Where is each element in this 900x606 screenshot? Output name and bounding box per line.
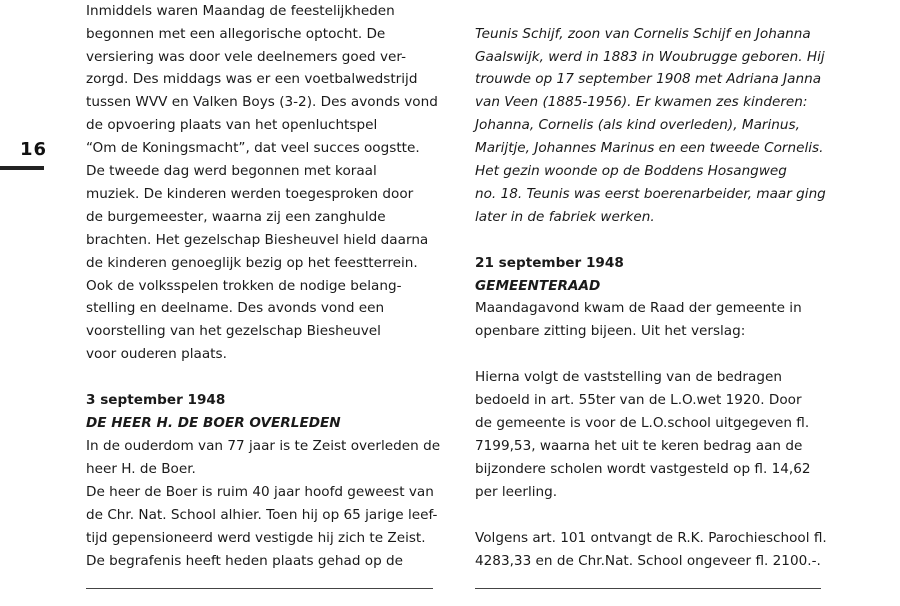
body-line: stelling en deelname. Des avonds vond een xyxy=(86,300,385,316)
page-marker-bar xyxy=(0,166,44,170)
body-line: de Chr. Nat. School alhier. Toen hij op 65 jarige leef- xyxy=(86,507,438,523)
body-line: tussen WVV en Valken Boys (3-2). Des avonds vond xyxy=(86,94,438,110)
biography-line: Het gezin woonde op de Boddens Hosangweg xyxy=(475,163,787,179)
body-line: Inmiddels waren Maandag de feestelijkheden xyxy=(86,3,395,19)
biography-line: Gaalswijk, werd in 1883 in Woubrugge geboren. Hij xyxy=(475,49,825,65)
body-line: de opvoering plaats van het openluchtspel xyxy=(86,117,378,133)
body-line: openbare zitting bijeen. Uit het verslag: xyxy=(475,323,746,339)
page-number: 16 xyxy=(20,139,48,160)
biography-line: Johanna, Cornelis (als kind overleden), Marinus, xyxy=(475,117,800,133)
article-heading: DE HEER H. DE BOER OVERLEDEN xyxy=(86,415,341,431)
body-line: muziek. De kinderen werden toegesproken door xyxy=(86,186,414,202)
body-line: In de ouderdom van 77 jaar is te Zeist overleden de xyxy=(86,438,441,454)
body-line: versiering was door vele deelnemers goed ver- xyxy=(86,49,407,65)
body-line: 4283,33 en de Chr.Nat. School ongeveer fl. 2100.-. xyxy=(475,553,821,569)
body-line: per leerling. xyxy=(475,484,558,500)
body-line: 7199,53, waarna het uit te keren bedrag aan de xyxy=(475,438,803,454)
body-line: De begrafenis heeft heden plaats gehad op de xyxy=(86,553,404,569)
body-line: “Om de Koningsmacht”, dat veel succes oogstte. xyxy=(86,140,420,156)
body-line: bijzondere scholen wordt vastgesteld op fl. 14,62 xyxy=(475,461,811,477)
column-divider-rule xyxy=(475,588,821,589)
body-line: de burgemeester, waarna zij een zanghulde xyxy=(86,209,386,225)
biography-line: van Veen (1885-1956). Er kwamen zes kinderen: xyxy=(475,94,808,110)
biography-line: Teunis Schijf, zoon van Cornelis Schijf en Johanna xyxy=(475,26,811,42)
body-line: voorstelling van het gezelschap Biesheuvel xyxy=(86,323,381,339)
biography-line: trouwde op 17 september 1908 met Adriana Janna xyxy=(475,71,822,87)
biography-line: no. 18. Teunis was eerst boerenarbeider, maar ging xyxy=(475,186,826,202)
body-line: Hierna volgt de vaststelling van de bedragen xyxy=(475,369,782,385)
body-line: tijd gepensioneerd werd vestigde hij zich te Zeist. xyxy=(86,530,426,546)
body-line: voor ouderen plaats. xyxy=(86,346,227,362)
body-line: heer H. de Boer. xyxy=(86,461,196,477)
body-line: de kinderen genoeglijk bezig op het feestterrein. xyxy=(86,255,418,271)
article-heading: GEMEENTERAAD xyxy=(475,278,601,294)
column-divider-rule xyxy=(86,588,433,589)
body-line: bedoeld in art. 55ter van de L.O.wet 1920. Door xyxy=(475,392,802,408)
biography-line: Marijtje, Johannes Marinus en een tweede Cornelis. xyxy=(475,140,824,156)
body-line: Ook de volksspelen trokken de nodige belang- xyxy=(86,278,402,294)
body-line: De tweede dag werd begonnen met koraal xyxy=(86,163,377,179)
body-line: Maandagavond kwam de Raad der gemeente in xyxy=(475,300,802,316)
article-date: 3 september 1948 xyxy=(86,392,226,408)
article-date: 21 september 1948 xyxy=(475,255,624,271)
body-line: begonnen met een allegorische optocht. De xyxy=(86,26,386,42)
body-line: Volgens art. 101 ontvangt de R.K. Parochieschool fl. xyxy=(475,530,827,546)
body-line: zorgd. Des middags was er een voetbalwedstrijd xyxy=(86,71,418,87)
body-line: de gemeente is voor de L.O.school uitgegeven fl. xyxy=(475,415,810,431)
body-line: brachten. Het gezelschap Biesheuvel hield daarna xyxy=(86,232,429,248)
biography-line: later in de fabriek werken. xyxy=(475,209,655,225)
body-line: De heer de Boer is ruim 40 jaar hoofd geweest van xyxy=(86,484,434,500)
